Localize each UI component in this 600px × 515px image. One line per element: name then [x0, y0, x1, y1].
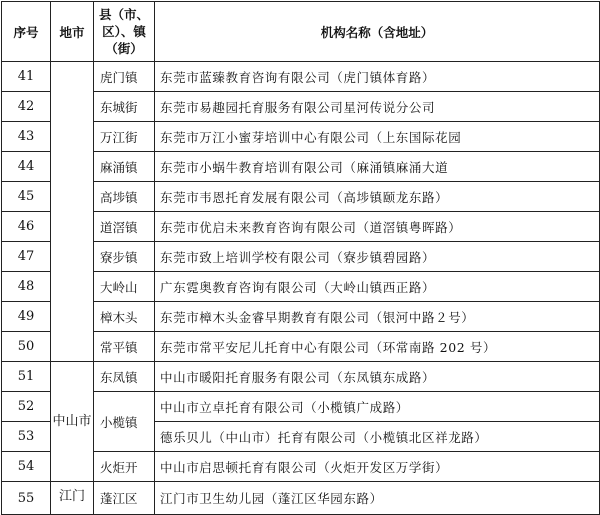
row-town: 樟木头	[94, 302, 155, 332]
table-row	[2, 482, 600, 515]
row-city: 江门	[51, 482, 94, 515]
row-no: 50	[2, 332, 51, 362]
row-name: 江门市卫生幼儿园（蓬江区华园东路）	[155, 482, 600, 515]
row-name: 东莞市常平安尼儿托育中心有限公司（环常南路 202 号）	[155, 332, 600, 362]
row-name: 德乐贝儿（中山市）托育有限公司（小榄镇北区祥龙路）	[155, 422, 600, 452]
row-no: 46	[2, 212, 51, 242]
row-no: 54	[2, 452, 51, 482]
row-town: 麻涌镇	[94, 152, 155, 182]
row-town: 高埗镇	[94, 182, 155, 212]
row-no: 52	[2, 392, 51, 422]
row-town: 寮步镇	[94, 242, 155, 272]
row-no: 48	[2, 272, 51, 302]
row-town: 大岭山	[94, 272, 155, 302]
header-city: 地市	[51, 2, 94, 62]
row-name: 东莞市韦恩托育发展有限公司（高埗镇颐龙东路）	[155, 182, 600, 212]
row-town: 常平镇	[94, 332, 155, 362]
row-no: 49	[2, 302, 51, 332]
header-name: 机构名称（含地址）	[155, 2, 600, 62]
row-name: 东莞市万江小蜜芽培训中心有限公司（上东国际花园	[155, 122, 600, 152]
row-no: 44	[2, 152, 51, 182]
row-no: 45	[2, 182, 51, 212]
institution-table	[1, 1, 600, 515]
row-no: 43	[2, 122, 51, 152]
row-town: 东凤镇	[94, 362, 155, 392]
row-no: 47	[2, 242, 51, 272]
row-town: 道滘镇	[94, 212, 155, 242]
row-town: 火炬开	[94, 452, 155, 482]
row-name: 东莞市小蜗牛教育培训有限公司（麻涌镇麻涌大道	[155, 152, 600, 182]
city-cell-dongguan	[51, 62, 94, 362]
row-no: 42	[2, 92, 51, 122]
table-row	[2, 362, 600, 392]
row-town: 万江街	[94, 122, 155, 152]
row-name: 东莞市优启未来教育咨询有限公司（道滘镇粤晖路）	[155, 212, 600, 242]
row-town: 东城街	[94, 92, 155, 122]
row-town: 蓬江区	[94, 482, 155, 515]
row-name: 广东霓奥教育咨询有限公司（大岭山镇西正路）	[155, 272, 600, 302]
table-row	[2, 62, 600, 92]
row-town: 虎门镇	[94, 62, 155, 92]
row-name: 东莞市易趣园托育服务有限公司星河传说分公司	[155, 92, 600, 122]
header-town: 县（市、区）、镇（街）	[94, 2, 155, 62]
row-town: 小榄镇	[94, 392, 155, 452]
row-no: 55	[2, 482, 51, 515]
row-no: 41	[2, 62, 51, 92]
header-no: 序号	[2, 2, 51, 62]
row-name: 东莞市蓝臻教育咨询有限公司（虎门镇体育路）	[155, 62, 600, 92]
row-name: 东莞市致上培训学校有限公司（寮步镇碧园路）	[155, 242, 600, 272]
city-cell-zhongshan	[51, 362, 94, 482]
row-name: 东莞市樟木头金睿早期教育有限公司（银河中路２号）	[155, 302, 600, 332]
row-name: 中山市立卓托育有限公司（小榄镇广成路）	[155, 392, 600, 422]
row-no: 51	[2, 362, 51, 392]
city-label-zhongshan: 中山市	[52, 413, 92, 429]
row-name: 中山市暖阳托育服务有限公司（东凤镇东成路）	[155, 362, 600, 392]
row-name: 中山市启思顿托育有限公司（火炬开发区万学街）	[155, 452, 600, 482]
row-no: 53	[2, 422, 51, 452]
table-header-row	[2, 2, 600, 62]
